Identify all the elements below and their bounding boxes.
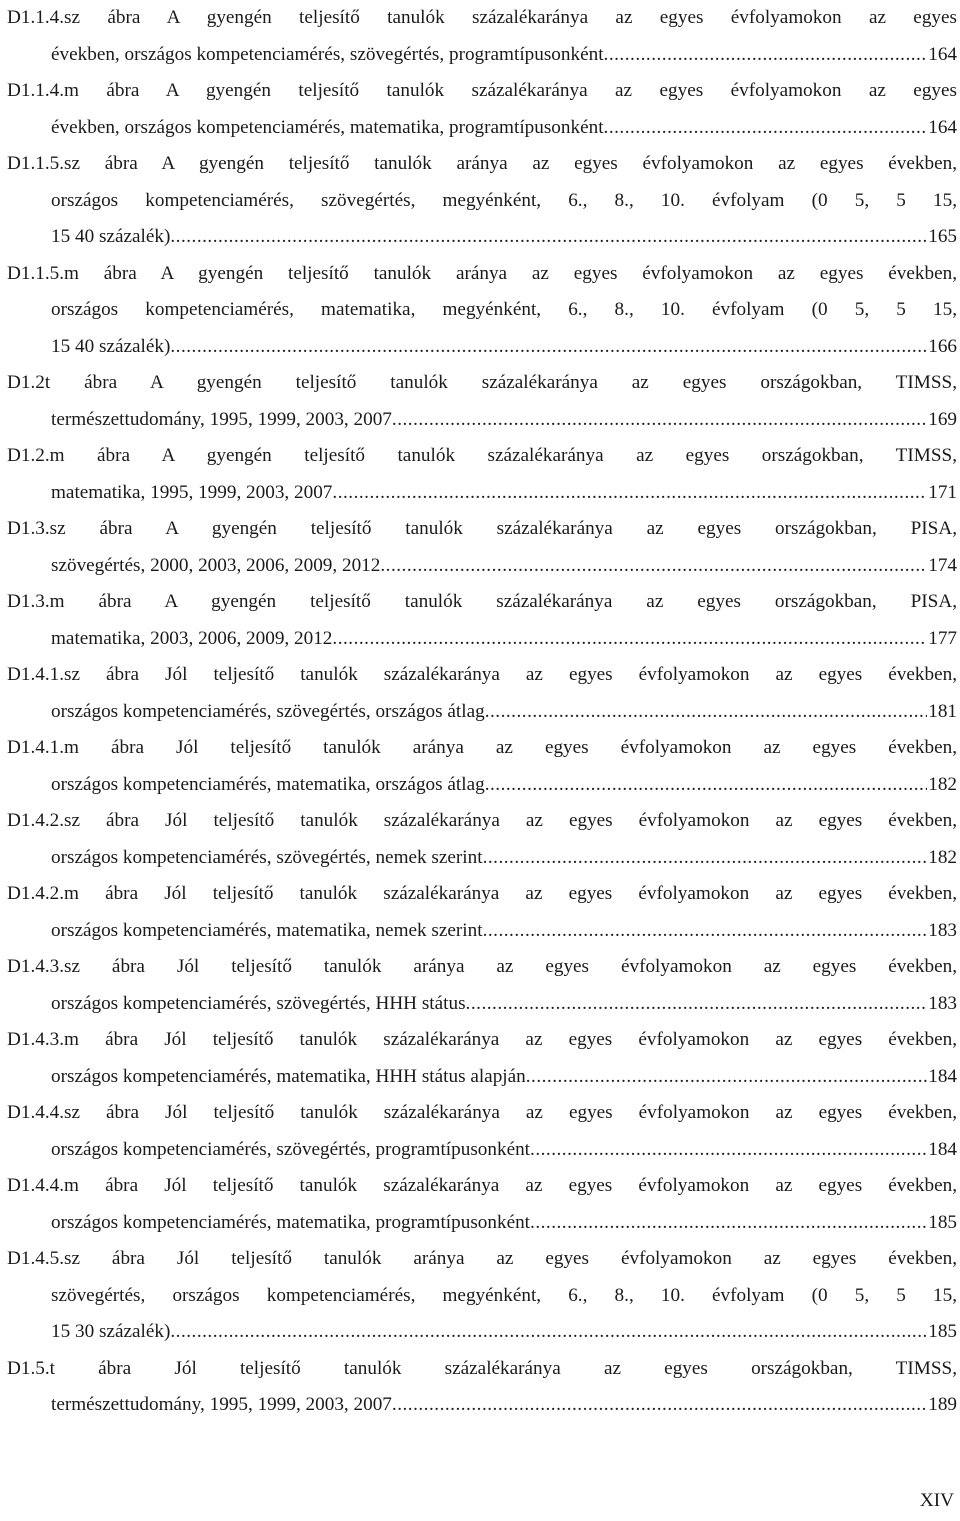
- toc-page-number[interactable]: 184: [928, 1138, 957, 1160]
- toc-entry[interactable]: [7, 1022, 957, 1095]
- toc-entry-line: [7, 876, 957, 913]
- toc-entry-text: D1.4.1.m ábra Jól teljesítő tanulók aránya az egyes évfolyamokon az egyes években,: [7, 737, 957, 758]
- dot-leader: [530, 1205, 927, 1242]
- toc-entry-line: [7, 365, 957, 402]
- dot-leader: [604, 110, 928, 147]
- toc-entry-text: D1.4.3.sz ábra Jól teljesítő tanulók aránya az egyes évfolyamokon az egyes években,: [7, 956, 957, 977]
- toc-page-number[interactable]: 166: [928, 335, 957, 357]
- toc-page-number[interactable]: 181: [928, 700, 957, 722]
- toc-entry-last-line: [7, 1205, 957, 1242]
- dot-leader: [466, 986, 928, 1023]
- toc-entry-last-line: [7, 1132, 957, 1169]
- dot-leader: [332, 621, 927, 658]
- toc-entry-line: [7, 1278, 957, 1315]
- toc-page-number[interactable]: 185: [928, 1211, 957, 1233]
- toc-entry-last-line: [7, 621, 957, 658]
- toc-entry-text: 15 40 százalék): [51, 335, 171, 357]
- toc-entry[interactable]: [7, 511, 957, 584]
- toc-entry-line: [7, 146, 957, 183]
- dot-leader: [530, 1132, 927, 1169]
- toc-entry-text: D1.1.4.sz ábra A gyengén teljesítő tanulók százalékaránya az egyes évfolyamokon az egyes: [7, 7, 957, 28]
- table-of-figures: [7, 0, 957, 1424]
- toc-entry-line: [7, 438, 957, 475]
- toc-entry[interactable]: [7, 584, 957, 657]
- toc-entry-text: D1.4.2.sz ábra Jól teljesítő tanulók százalékaránya az egyes évfolyamokon az egyes években,: [7, 810, 957, 831]
- toc-entry[interactable]: [7, 438, 957, 511]
- toc-entry-text: D1.4.3.m ábra Jól teljesítő tanulók százalékaránya az egyes évfolyamokon az egyes években,: [7, 1029, 957, 1050]
- toc-page-number[interactable]: 164: [928, 43, 957, 65]
- toc-entry-text: D1.5.t ábra Jól teljesítő tanulók százalékaránya az egyes országokban, TIMSS,: [7, 1357, 957, 1379]
- toc-page-number[interactable]: 174: [928, 554, 957, 576]
- toc-entry-last-line: [7, 767, 957, 804]
- toc-entry-last-line: [7, 110, 957, 147]
- toc-entry-line: [7, 183, 957, 220]
- dot-leader: [485, 694, 928, 731]
- toc-page-number[interactable]: 165: [928, 226, 957, 247]
- toc-entry-text: D1.4.5.sz ábra Jól teljesítő tanulók aránya az egyes évfolyamokon az egyes években,: [7, 1248, 957, 1269]
- toc-entry[interactable]: [7, 365, 957, 438]
- toc-page-number[interactable]: 185: [928, 1321, 957, 1342]
- toc-entry-text: években, országos kompetenciamérés, szövegértés, programtípusonként: [51, 43, 604, 65]
- toc-page-number[interactable]: 184: [928, 1065, 957, 1087]
- toc-entry-line: [7, 511, 957, 548]
- toc-entry-line: [7, 1022, 957, 1059]
- toc-entry-line: [7, 73, 957, 110]
- dot-leader: [332, 475, 927, 512]
- toc-entry-last-line: [7, 986, 957, 1023]
- dot-leader: [483, 913, 928, 950]
- toc-entry-text: országos kompetenciamérés, matematika, nemek szerint: [51, 919, 483, 941]
- toc-entry-text: matematika, 1995, 1999, 2003, 2007: [51, 481, 333, 503]
- toc-entry[interactable]: [7, 1168, 957, 1241]
- toc-entry-line: [7, 0, 957, 37]
- toc-entry-last-line: [7, 402, 957, 439]
- toc-entry-text: D1.3.m ábra A gyengén teljesítő tanulók százalékaránya az egyes országokban, PISA,: [7, 591, 957, 612]
- toc-entry-text: országos kompetenciamérés, szövegértés, programtípusonként: [51, 1138, 531, 1160]
- toc-entry[interactable]: [7, 1095, 957, 1168]
- toc-entry-text: szövegértés, 2000, 2003, 2006, 2009, 2012: [51, 554, 381, 576]
- toc-page-number[interactable]: 169: [928, 408, 957, 430]
- dot-leader: [380, 548, 927, 585]
- dot-leader: [170, 219, 927, 256]
- dot-leader: [526, 1059, 927, 1096]
- toc-entry-text: D1.4.2.m ábra Jól teljesítő tanulók százalékaránya az egyes évfolyamokon az egyes években,: [7, 883, 957, 904]
- toc-entry-line: [7, 1168, 957, 1205]
- toc-entry[interactable]: [7, 803, 957, 876]
- toc-entry-text: D1.4.4.sz ábra Jól teljesítő tanulók százalékaránya az egyes évfolyamokon az egyes években,: [7, 1102, 957, 1123]
- toc-entry-text: matematika, 2003, 2006, 2009, 2012: [51, 627, 333, 649]
- toc-entry-text: országos kompetenciamérés, szövegértés, HHH státus: [51, 992, 466, 1014]
- toc-entry-last-line: [7, 1059, 957, 1096]
- toc-page-number[interactable]: 164: [928, 116, 957, 138]
- toc-entry[interactable]: [7, 0, 957, 73]
- toc-entry-last-line: [7, 1314, 957, 1351]
- toc-entry[interactable]: [7, 657, 957, 730]
- toc-entry-text: D1.2.m ábra A gyengén teljesítő tanulók százalékaránya az egyes országokban, TIMSS,: [7, 445, 957, 466]
- toc-entry-text: természettudomány, 1995, 1999, 2003, 2007: [51, 1394, 392, 1415]
- toc-entry-text: országos kompetenciamérés, matematika, programtípusonként: [51, 1211, 531, 1233]
- toc-entry-text: országos kompetenciamérés, matematika, HHH státus alapján: [51, 1065, 526, 1087]
- toc-entry-text: országos kompetenciamérés, matematika, országos átlag: [51, 773, 485, 795]
- toc-entry-line: [7, 949, 957, 986]
- toc-entry-text: D1.1.5.m ábra A gyengén teljesítő tanulók aránya az egyes évfolyamokon az egyes években,: [7, 262, 957, 284]
- toc-entry-text: országos kompetenciamérés, matematika, megyénként, 6., 8., 10. évfolyam (0 5, 5 15,: [51, 299, 957, 320]
- toc-entry-last-line: [7, 37, 957, 74]
- toc-entry-text: D1.1.4.m ábra A gyengén teljesítő tanulók százalékaránya az egyes évfolyamokon az egyes: [7, 80, 957, 101]
- toc-page-number[interactable]: 171: [928, 481, 957, 503]
- toc-page-number[interactable]: 182: [928, 846, 957, 868]
- toc-entry[interactable]: [7, 1241, 957, 1351]
- toc-entry-line: [7, 803, 957, 840]
- dot-leader: [392, 1387, 927, 1424]
- toc-entry-text: években, országos kompetenciamérés, matematika, programtípusonként: [51, 116, 604, 138]
- toc-page-number[interactable]: 189: [928, 1394, 957, 1415]
- dot-leader: [392, 402, 927, 439]
- toc-entry-line: [7, 256, 957, 293]
- dot-leader: [170, 329, 927, 366]
- toc-entry-line: [7, 657, 957, 694]
- toc-entry[interactable]: [7, 1351, 957, 1424]
- toc-entry-text: országos kompetenciamérés, szövegértés, országos átlag: [51, 700, 485, 722]
- toc-entry-line: [7, 1351, 957, 1388]
- toc-page-number[interactable]: 183: [928, 919, 957, 941]
- toc-entry[interactable]: [7, 146, 957, 256]
- dot-leader: [485, 767, 928, 804]
- toc-entry-last-line: [7, 329, 957, 366]
- dot-leader: [483, 840, 928, 877]
- toc-entry-last-line: [7, 1387, 957, 1424]
- toc-entry[interactable]: [7, 949, 957, 1022]
- toc-entry-text: D1.3.sz ábra A gyengén teljesítő tanulók százalékaránya az egyes országokban, PISA,: [7, 518, 957, 539]
- toc-entry[interactable]: [7, 730, 957, 803]
- toc-entry-text: D1.4.1.sz ábra Jól teljesítő tanulók százalékaránya az egyes évfolyamokon az egyes években,: [7, 664, 957, 685]
- toc-entry-text: 15 40 százalék): [51, 226, 171, 247]
- toc-entry-last-line: [7, 913, 957, 950]
- toc-entry-line: [7, 584, 957, 621]
- toc-entry-text: 15 30 százalék): [51, 1321, 171, 1342]
- toc-entry[interactable]: [7, 73, 957, 146]
- toc-entry-last-line: [7, 548, 957, 585]
- dot-leader: [170, 1314, 927, 1351]
- toc-entry-text: szövegértés, országos kompetenciamérés, megyénként, 6., 8., 10. évfolyam (0 5, 5 15,: [51, 1284, 957, 1306]
- toc-entry-text: D1.4.4.m ábra Jól teljesítő tanulók százalékaránya az egyes évfolyamokon az egyes években,: [7, 1175, 957, 1196]
- toc-entry-text: D1.1.5.sz ábra A gyengén teljesítő tanulók aránya az egyes évfolyamokon az egyes években,: [7, 153, 957, 174]
- toc-page-number[interactable]: 182: [928, 773, 957, 795]
- toc-entry-last-line: [7, 694, 957, 731]
- toc-entry-line: [7, 1095, 957, 1132]
- toc-page-number[interactable]: 183: [928, 992, 957, 1014]
- toc-entry-last-line: [7, 840, 957, 877]
- toc-entry-last-line: [7, 475, 957, 512]
- toc-entry-line: [7, 1241, 957, 1278]
- toc-entry[interactable]: [7, 256, 957, 366]
- toc-entry-text: D1.2t ábra A gyengén teljesítő tanulók százalékaránya az egyes országokban, TIMSS,: [7, 372, 957, 393]
- page-number: XIV: [919, 1489, 954, 1511]
- toc-entry-text: országos kompetenciamérés, szövegértés, nemek szerint: [51, 846, 483, 868]
- toc-page-number[interactable]: 177: [928, 627, 957, 649]
- toc-entry-line: [7, 292, 957, 329]
- toc-entry-last-line: [7, 219, 957, 256]
- toc-entry-text: országos kompetenciamérés, szövegértés, megyénként, 6., 8., 10. évfolyam (0 5, 5 15,: [51, 189, 957, 211]
- toc-entry[interactable]: [7, 876, 957, 949]
- dot-leader: [604, 37, 928, 74]
- toc-entry-line: [7, 730, 957, 767]
- toc-entry-text: természettudomány, 1995, 1999, 2003, 2007: [51, 408, 392, 430]
